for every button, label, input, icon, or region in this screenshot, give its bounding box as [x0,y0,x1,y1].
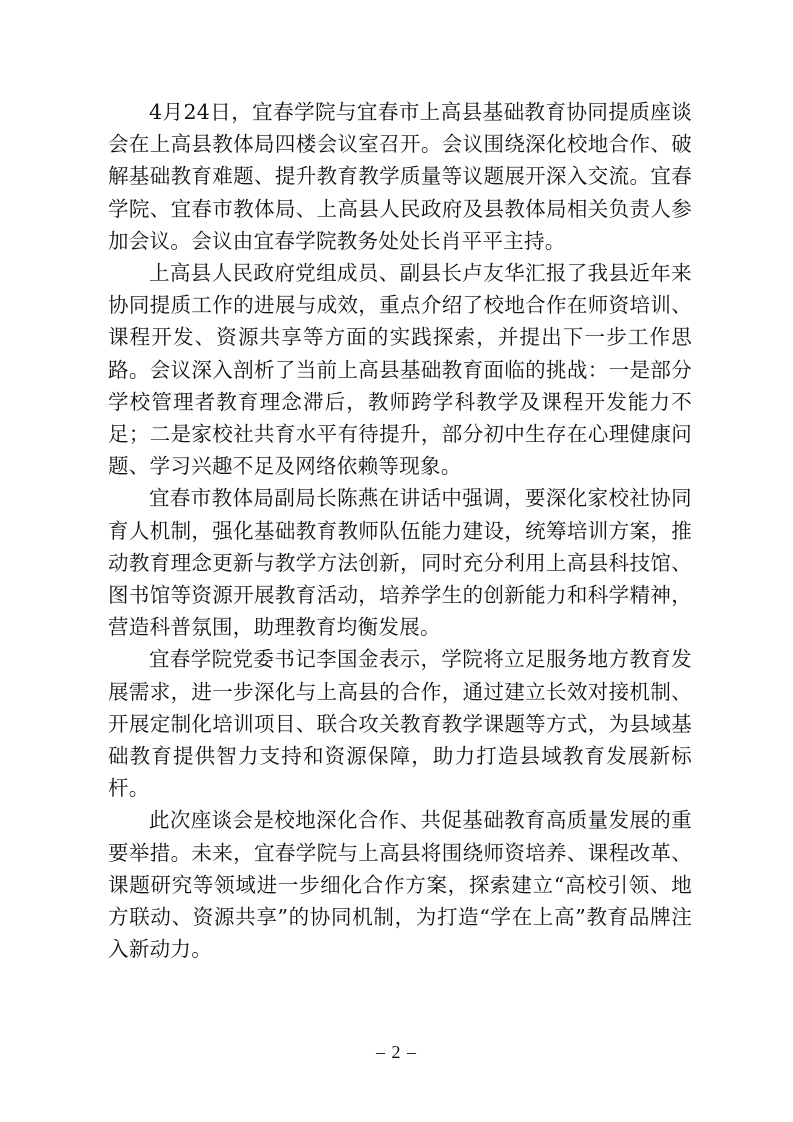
paragraph-5: 此次座谈会是校地深化合作、共促基础教育高质量发展的重要举措。未来，宜春学院与上高县将围绕师资培养、课程改革、课题研究等领域进一步细化合作方案，探索建立“高校引领、地方联动、资源共享”的协同机制，为打造“学在上高”教育品牌注入新动力。 [108,808,692,962]
paragraph-4: 宜春学院党委书记李国金表示，学院将立足服务地方教育发展需求，进一步深化与上高县的合作，通过建立长效对接机制、开展定制化培训项目、联合攻关教育教学课题等方式，为县域基础教育提供智力支持和资源保障，助力打造县域教育发展新标杆。 [108,647,692,801]
paragraph-2: 上高县人民政府党组成员、副县长卢友华汇报了我县近年来协同提质工作的进展与成效，重点介绍了校地合作在师资培训、课程开发、资源共享等方面的实践探索，并提出下一步工作思路。会议深入剖析了当前上高县基础教育面临的挑战：一是部分学校管理者教育理念滞后，教师跨学科教学及课程开发能力不足；二是家校社共育水平有待提升，部分初中生存在心理健康问题、学习兴趣不足及网络依赖等现象。 [108,261,692,479]
paragraph-1: 4月24日，宜春学院与宜春市上高县基础教育协同提质座谈会在上高县教体局四楼会议室召开。会议围绕深化校地合作、破解基础教育难题、提升教育教学质量等议题展开深入交流。宜春学院、宜春市教体局、上高县人民政府及县教体局相关负责人参加会议。会议由宜春学院教务处处长肖平平主持。 [108,100,692,253]
page-number: – 2 – [376,1042,417,1062]
document-body [108,96,692,965]
paragraph-3: 宜春市教体局副局长陈燕在讲话中强调，要深化家校社协同育人机制，强化基础教育教师队伍能力建设，统筹培训方案，推动教育理念更新与教学方法创新，同时充分利用上高县科技馆、图书馆等资源开展教育活动，培养学生的创新能力和科学精神，营造科普氛围，助理教育均衡发展。 [108,486,692,640]
